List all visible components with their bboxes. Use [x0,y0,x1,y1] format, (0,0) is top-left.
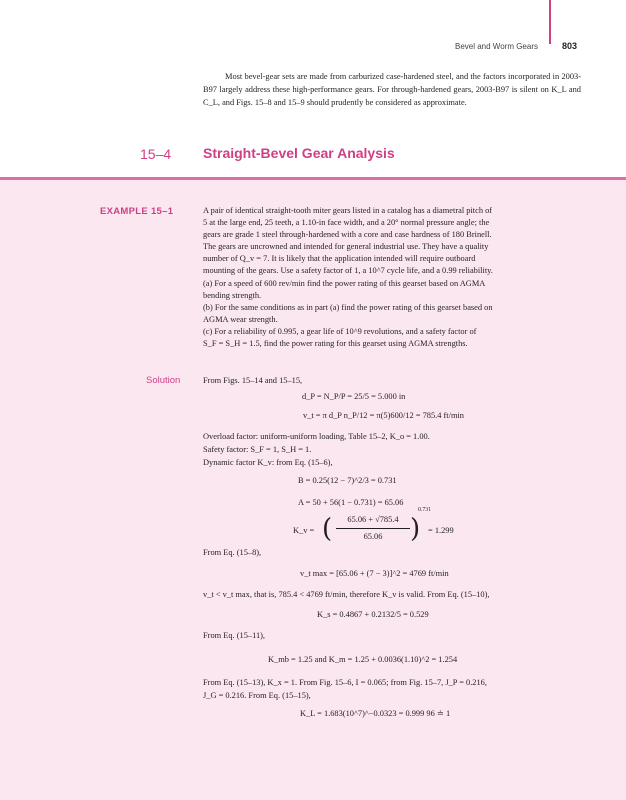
equation-Km: K_mb = 1.25 and K_m = 1.25 + 0.0036(1.10)^2 = 1.254 [268,655,458,664]
solution-label: Solution [146,375,181,386]
equation-KL: K_L = 1.683(10^7)^−0.0323 = 0.999 96 ≐ 1 [300,709,451,718]
example-line: AGMA wear strength. [203,314,278,324]
example-label: EXAMPLE 15–1 [100,206,174,217]
equation-Kv-denominator: 65.06 [363,532,383,541]
example-line: 5 at the large end, 25 teeth, a 1.10-in face width, and a 20° normal pressure angle; the [203,218,490,228]
left-paren: ( [322,514,333,544]
equation-A: A = 50 + 56(1 − 0.731) = 65.06 [298,498,404,507]
example-line: mounting of the gears. Use a safety factor of 1, a 10^7 cycle life, and a 0.99 reliability. [203,266,493,276]
solution-text: Overload factor: uniform-uniform loading, Table 15–2, K_o = 1.00. [203,432,430,441]
example-line: gears are grade 1 steel through-hardened with a core and case hardness of 180 Brinell. [203,230,492,240]
example-line: The gears are uncrowned and intended for general industrial use. They have a quality [203,242,489,252]
example-line: (b) For the same conditions as in part (a) find the power rating of this gearset based on [203,302,493,312]
solution-text: From Eq. (15–13), K_x = 1. From Fig. 15–6, I = 0.065; from Fig. 15–7, J_P = 0.216, [203,678,487,687]
equation-Kv-fraction [336,514,410,543]
solution-text: J_G = 0.216. From Eq. (15–15), [203,691,311,700]
intro-text: Most bevel-gear sets are made from carburized case-hardened steel, and the factors incorporated in 2003-B97 largely address these high-performance gears. For through-hardened gears, 2003-B97 is silent on K_L and C_L, and Figs. 15–8 and 15–9 should prudently be considered as approximate. [203,72,581,107]
solution-text: From Eq. (15–11), [203,631,266,640]
equation-Kv-lhs: K_v = [293,526,315,535]
example-line: bending strength. [203,290,262,300]
example-line: (a) For a speed of 600 rev/min find the power rating of this gearset based on AGMA [203,278,486,288]
section-number: 15–4 [140,146,172,162]
equation-Kv-numerator: 65.06 + √785.4 [336,514,410,529]
right-paren: ) [410,514,421,544]
solution-text: v_t < v_t max, that is, 785.4 < 4769 ft/min, therefore K_v is valid. From Eq. (15–10), [203,590,490,599]
example-line: S_F = S_H = 1.5, find the power rating for this gearset using AGMA strengths. [203,339,468,349]
solution-text: From Eq. (15–8), [203,548,262,557]
equation-vtmax: v_t max = [65.06 + (7 − 3)]^2 = 4769 ft/min [300,569,449,578]
equation-B: B = 0.25(12 − 7)^2/3 = 0.731 [298,476,397,485]
solution-text: Safety factor: S_F = 1, S_H = 1. [203,445,312,454]
example-line: (c) For a reliability of 0.995, a gear life of 10^9 revolutions, and a safety factor of [203,326,477,336]
example-statement [203,205,581,350]
running-title: Bevel and Worm Gears [455,42,538,51]
example-band-rule [0,177,626,180]
example-line: A pair of identical straight-tooth miter gears listed in a catalog has a diametral pitch of [203,206,493,215]
equation-dp: d_P = N_P/P = 25/5 = 5.000 in [302,392,406,401]
solution-text: From Figs. 15–14 and 15–15, [203,376,303,385]
section-title: Straight-Bevel Gear Analysis [203,145,395,161]
page-number: 803 [562,41,578,51]
equation-Ks: K_s = 0.4867 + 0.2132/5 = 0.529 [317,610,429,619]
example-line: number of Q_v = 7. It is likely that the application intended will require outboard [203,254,476,264]
equation-Kv-exponent: 0.731 [418,507,432,513]
equation-vt: v_t = π d_P n_P/12 = π(5)600/12 = 785.4 ft/min [303,411,464,420]
intro-paragraph [203,70,581,109]
solution-text: Dynamic factor K_v: from Eq. (15–6), [203,458,333,467]
header-rule [549,0,551,44]
equation-Kv-rhs: = 1.299 [428,526,454,535]
